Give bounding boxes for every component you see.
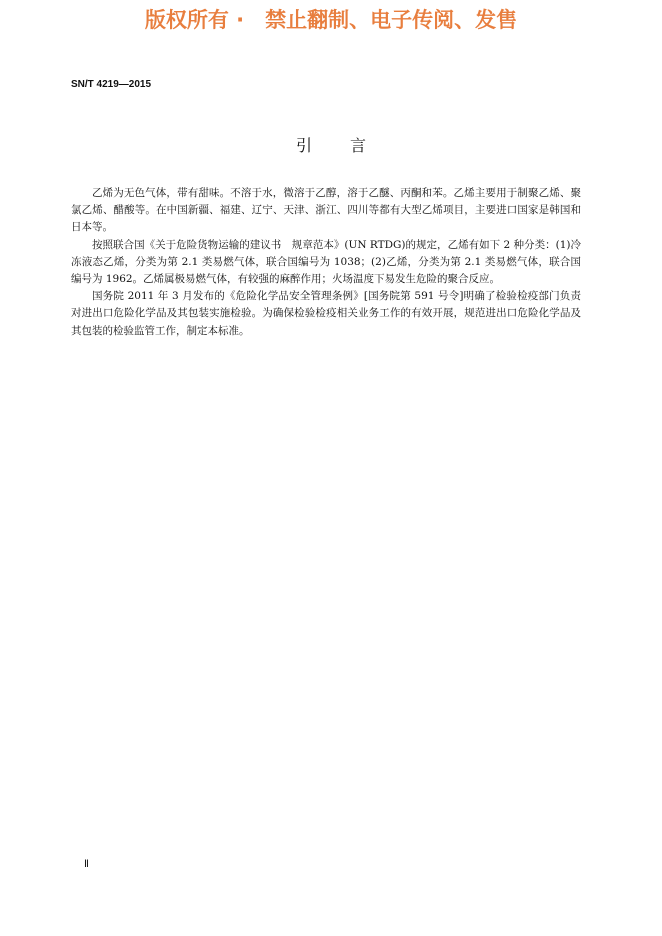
paragraph-3: 国务院 2011 年 3 月发布的《危险化学品安全管理条例》[国务院第 591 号令]明确了检验检疫部门负责对进出口危险化学品及其包装实施检验。为确保检验检疫相关业务工作的有效开展，规范进出口危险化学品及其包装的检验监管工作，制定本标准。: [71, 290, 581, 337]
paragraph-1: 乙烯为无色气体，带有甜味。不溶于水，微溶于乙醇，溶于乙醚、丙酮和苯。乙烯主要用于制聚乙烯、聚氯乙烯、醋酸等。在中国新疆、福建、辽宁、天津、浙江、四川等都有大型乙烯项目，主要进口国家是韩国和日本等。: [71, 187, 581, 234]
standard-code: SN/T 4219—2015: [71, 79, 152, 90]
copyright-banner: 版权所有 · 禁止翻制、电子传阅、发售: [144, 8, 518, 32]
page-number: Ⅱ: [84, 859, 89, 870]
page-title: 引言: [295, 136, 404, 155]
paragraph-2: 按照联合国《关于危险货物运输的建议书 规章范本》(UN RTDG)的规定，乙烯有如下 2 种分类：(1)冷冻液态乙烯，分类为第 2.1 类易燃气体，联合国编号为 1038；(2)乙烯，分类为第 2.1 类易燃气体，联合国编号为 1962。乙烯属极易燃气体，有较强的麻醉作用；火场温度下易发生危险的聚合反应。: [71, 238, 581, 286]
body-text: [71, 185, 581, 340]
